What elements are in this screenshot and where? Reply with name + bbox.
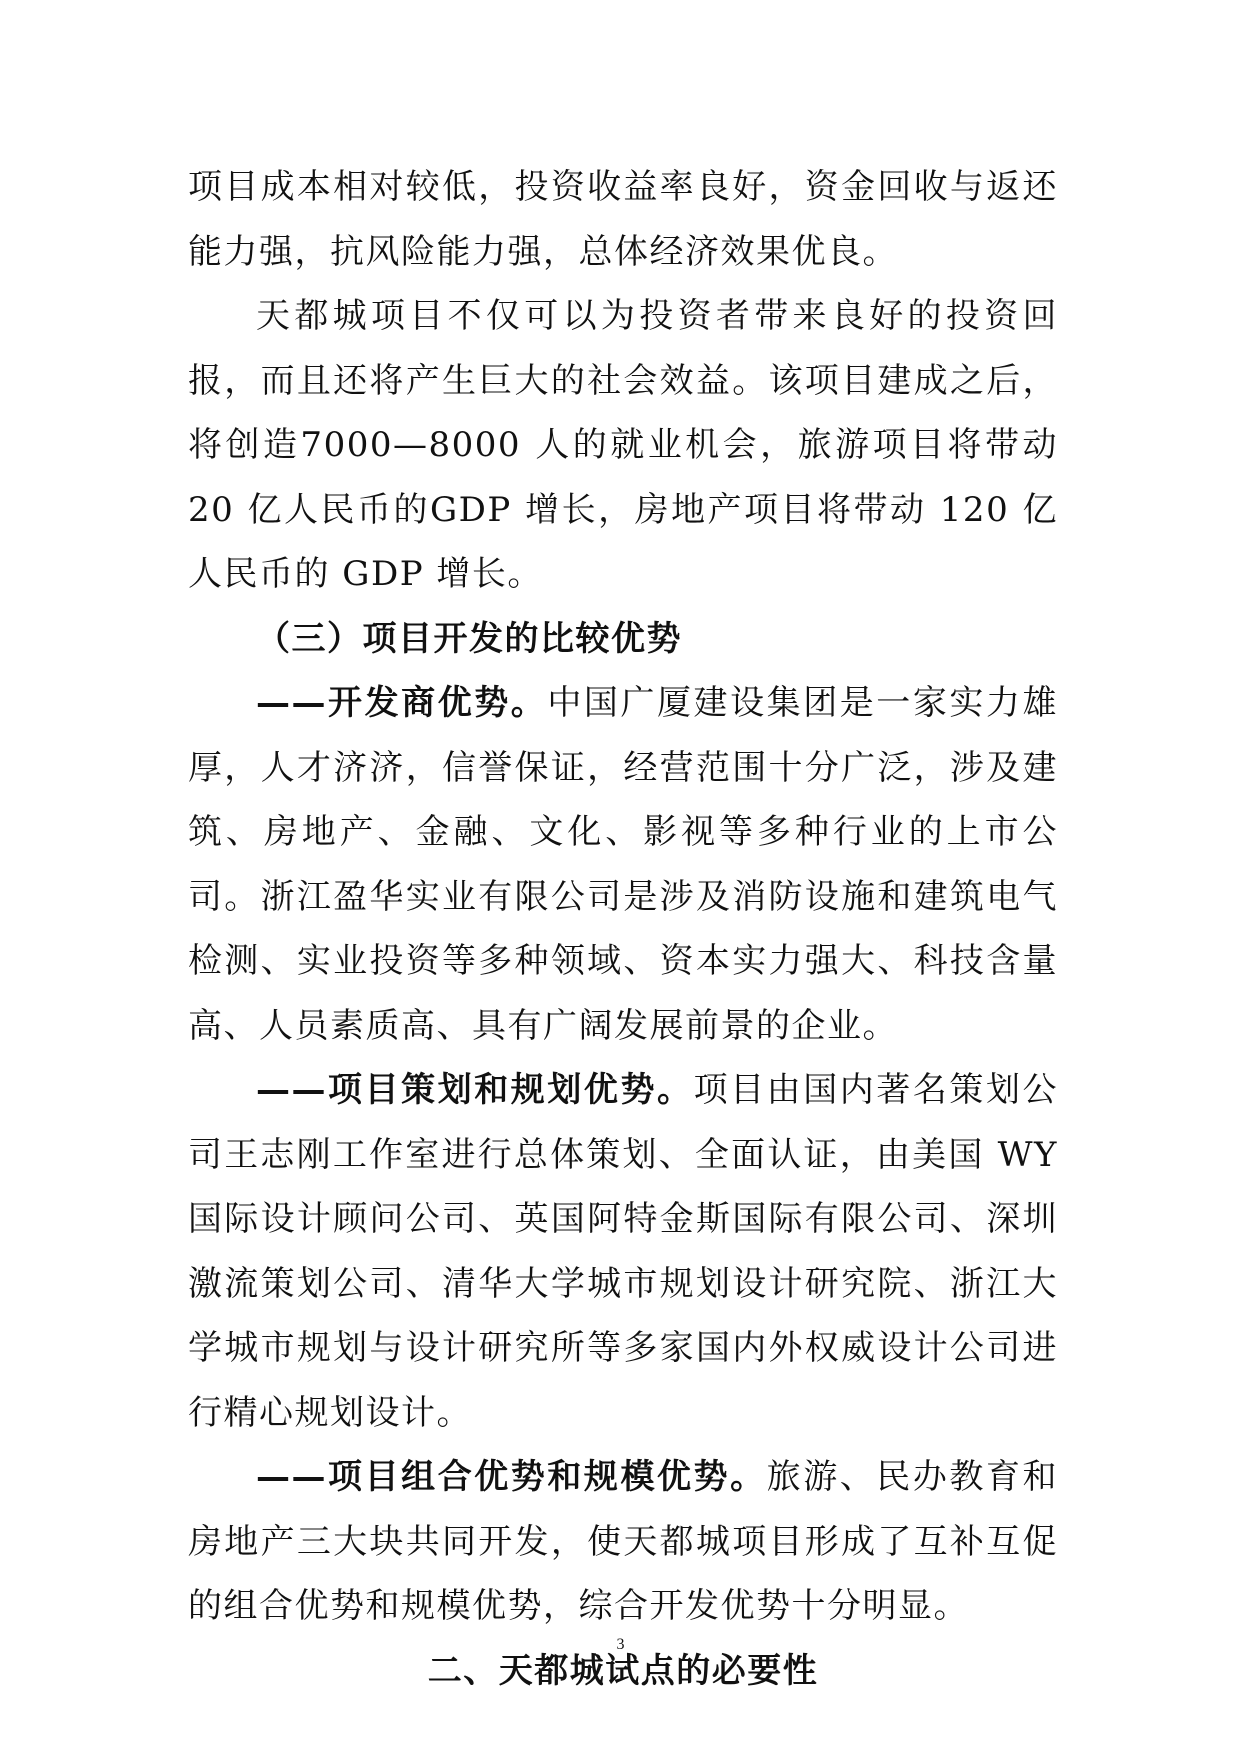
body-scale-advantage: 旅游、民办教育和房地产三大块共同开发，使天都城项目形成了互补互促的组合优势和规模优势，综合开发优势十分明显。 — [188, 1457, 1059, 1626]
page-number: 3 — [616, 1636, 625, 1653]
body-planning-advantage: 项目由国内著名策划公司王志刚工作室进行总体策划、全面认证，由美国 WY 国际设计顾问公司、英国阿特金斯国际有限公司、深圳激流策划公司、清华大学城市规划设计研究院、浙江大学城市规划与设计研究所等多家国内外权威设计公司进行精心规划设计。 — [188, 1070, 1059, 1433]
section-heading-comparative-advantage: （三）项目开发的比较优势 — [256, 618, 682, 659]
paragraph-developer-advantage — [188, 671, 1058, 1058]
paragraph-planning-advantage — [188, 1058, 1058, 1445]
body-developer-advantage: 中国广厦建设集团是一家实力雄厚，人才济济，信誉保证，经营范围十分广泛，涉及建筑、房地产、金融、文化、影视等多种行业的上市公司。浙江盈华实业有限公司是涉及消防设施和建筑电气检测、实业投资等多种领域、资本实力强大、科技含量高、人员素质高、具有广阔发展前景的企业。 — [188, 683, 1059, 1046]
chapter-heading-necessity: 二、天都城试点的必要性 — [427, 1650, 819, 1691]
lead-developer-advantage: ——开发商优势。 — [256, 683, 548, 723]
lead-planning-advantage: ——项目策划和规划优势。 — [256, 1070, 694, 1110]
paragraph-economic-effect: 项目成本相对较低，投资收益率良好，资金回收与返还能力强，抗风险能力强，总体经济效果优良。 — [188, 167, 1058, 272]
paragraph-scale-advantage — [188, 1445, 1058, 1639]
lead-scale-advantage: ——项目组合优势和规模优势。 — [256, 1457, 767, 1497]
paragraph-social-benefit: 天都城项目不仅可以为投资者带来良好的投资回报，而且还将产生巨大的社会效益。该项目建成之后，将创造7000—8000 人的就业机会，旅游项目将带动 20 亿人民币的GDP 增长，房地产项目将带动 120 亿人民币的 GDP 增长。 — [188, 296, 1058, 594]
page-content — [188, 155, 1058, 1703]
